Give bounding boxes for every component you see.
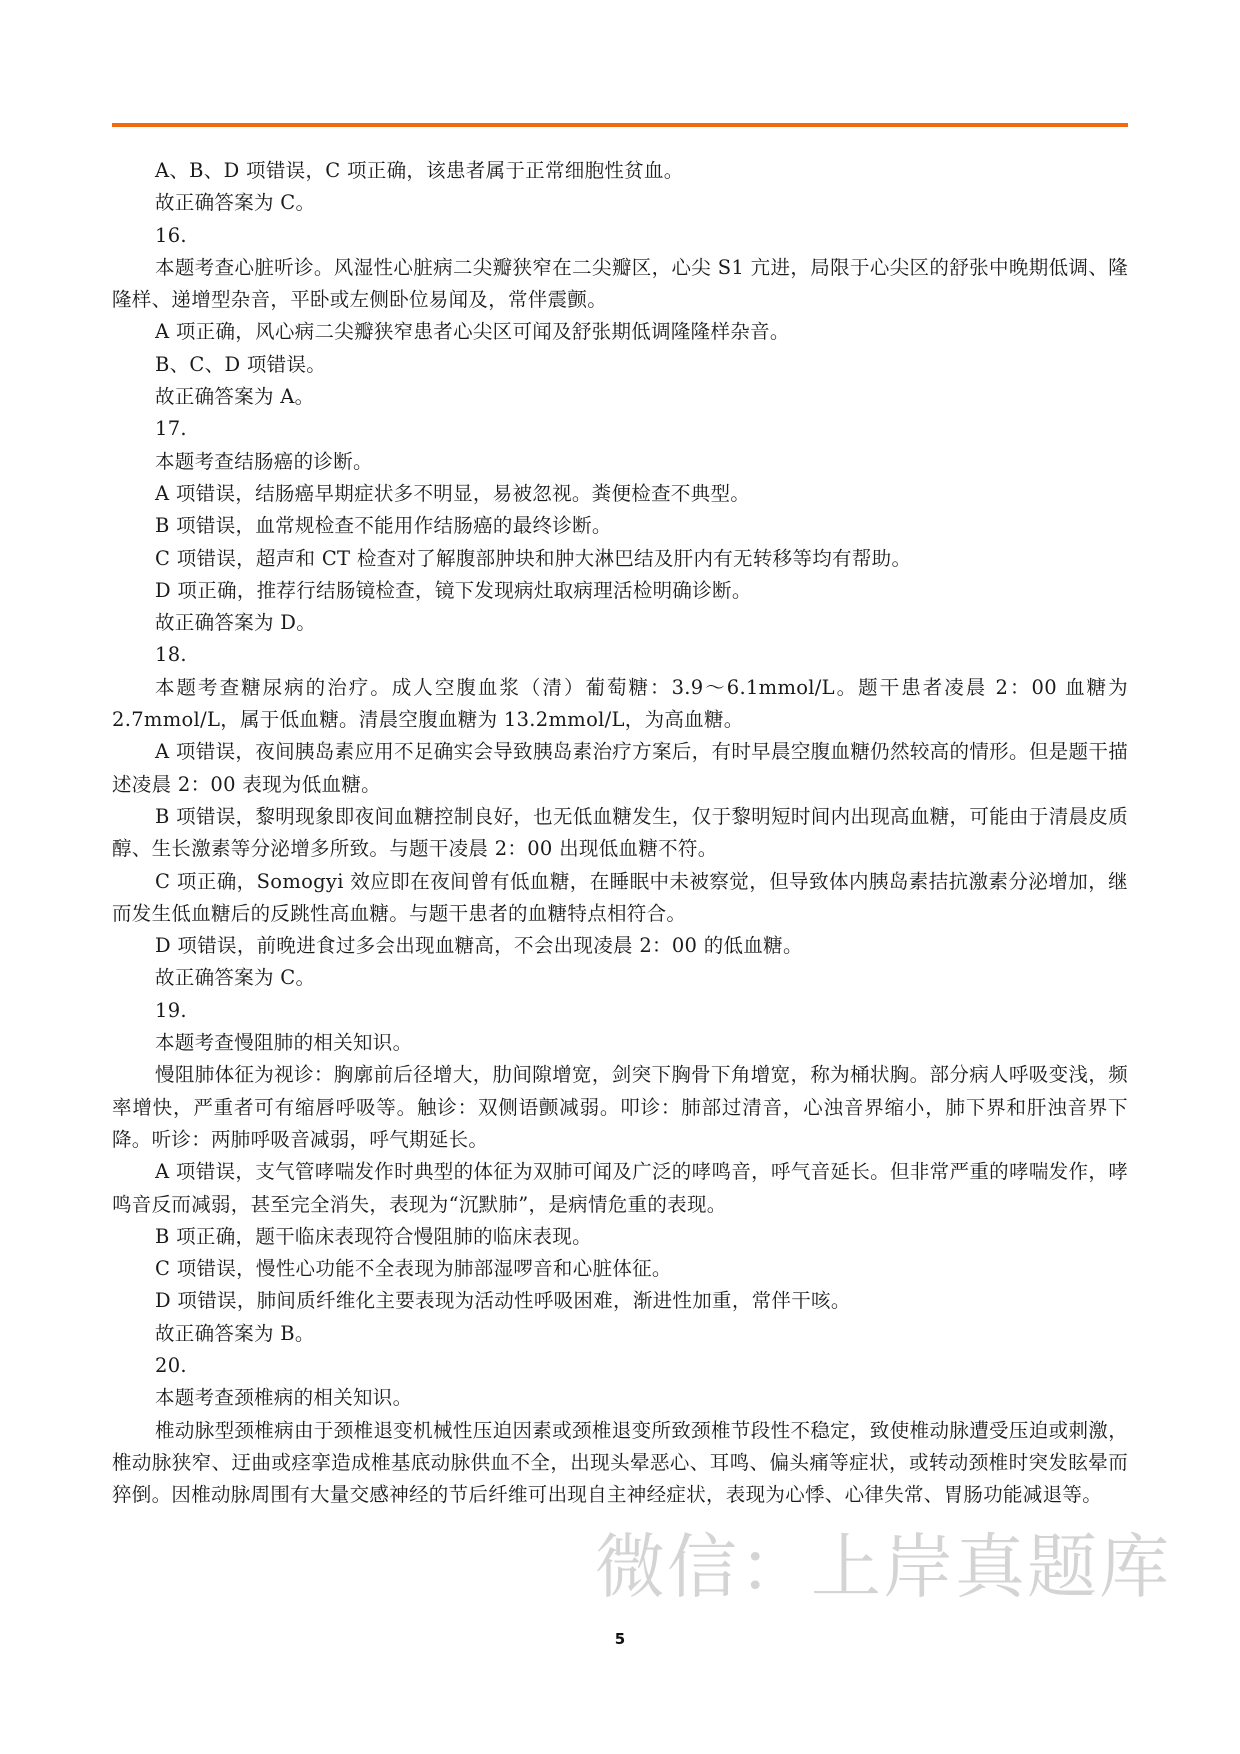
paragraph: A 项错误，夜间胰岛素应用不足确实会导致胰岛素治疗方案后，有时早晨空腹血糖仍然较高的情形。但是题干描述凌晨 2：00 表现为低血糖。: [112, 740, 1128, 796]
paragraph: B 项错误，黎明现象即夜间血糖控制良好，也无低血糖发生，仅于黎明短时间内出现高血糖，可能由于清晨皮质醇、生长激素等分泌增多所致。与题干凌晨 2：00 出现低血糖不符。: [112, 804, 1128, 861]
paragraph: 本题考查慢阻肺的相关知识。: [155, 1031, 413, 1055]
paragraph: C 项错误，超声和 CT 检查对了解腹部肿块和肿大淋巴结及肝内有无转移等均有帮助。: [155, 546, 912, 570]
watermark: 微信：上岸真题库: [595, 1526, 1171, 1608]
paragraph: C 项正确，Somogyi 效应即在夜间曾有低血糖，在睡眠中未被察觉，但导致体内胰岛素拮抗激素分泌增加，继而发生低血糖后的反跳性高血糖。与题干患者的血糖特点相符合。: [112, 869, 1128, 925]
page-number: 5: [614, 1630, 626, 1648]
paragraph: B、C、D 项错误。: [155, 352, 327, 376]
answer-line: 故正确答案为 B。: [155, 1321, 315, 1345]
question-number: 19.: [155, 998, 187, 1022]
paragraph: A、B、D 项错误，C 项正确，该患者属于正常细胞性贫血。: [155, 159, 684, 182]
paragraph: A 项错误，支气管哮喘发作时典型的体征为双肺可闻及广泛的哮鸣音，呼气音延长。但非常严重的哮喘发作，哮鸣音反而减弱，甚至完全消失，表现为“沉默肺”，是病情危重的表现。: [112, 1160, 1128, 1216]
question-number: 17.: [155, 417, 187, 441]
answer-line: 故正确答案为 C。: [155, 966, 316, 990]
paragraph: D 项错误，肺间质纤维化主要表现为活动性呼吸困难，渐进性加重，常伴干咳。: [155, 1289, 851, 1313]
paragraph: D 项正确，推荐行结肠镜检查，镜下发现病灶取病理活检明确诊断。: [155, 578, 752, 602]
paragraph: B 项正确，题干临床表现符合慢阻肺的临床表现。: [155, 1224, 592, 1248]
header-rule: [112, 123, 1128, 127]
paragraph: 慢阻肺体征为视诊：胸廓前后径增大，肋间隙增宽，剑突下胸骨下角增宽，称为桶状胸。部分病人呼吸变浅，频率增快，严重者可有缩唇呼吸等。触诊：双侧语颤减弱。叩诊：肺部过清音，心浊音界缩小，肺下界和肝浊音界下降。听诊：两肺呼吸音减弱，呼气期延长。: [112, 1063, 1128, 1151]
paragraph: D 项错误，前晚进食过多会出现血糖高，不会出现凌晨 2：00 的低血糖。: [155, 934, 803, 958]
paragraph: A 项错误，结肠癌早期症状多不明显，易被忽视。粪便检查不典型。: [155, 481, 751, 505]
answer-line: 故正确答案为 C。: [155, 191, 316, 215]
paragraph: A 项正确，风心病二尖瓣狭窄患者心尖区可闻及舒张期低调隆隆样杂音。: [155, 320, 790, 344]
answer-line: 故正确答案为 A。: [155, 385, 315, 409]
paragraph: B 项错误，血常规检查不能用作结肠癌的最终诊断。: [155, 514, 612, 538]
question-number: 16.: [155, 223, 187, 247]
paragraph: 本题考查糖尿病的治疗。成人空腹血浆（清）葡萄糖：3.9～6.1mmol/L。题干患者凌晨 2：00 血糖为 2.7mmol/L，属于低血糖。清晨空腹血糖为 13.2mmol/L，为高血糖。: [112, 675, 1128, 732]
paragraph: 本题考查颈椎病的相关知识。: [155, 1386, 413, 1410]
paragraph: 本题考查结肠癌的诊断。: [155, 449, 373, 473]
paragraph: 本题考查心脏听诊。风湿性心脏病二尖瓣狭窄在二尖瓣区，心尖 S1 亢进，局限于心尖区的舒张中晚期低调、隆隆样、递增型杂音，平卧或左侧卧位易闻及，常伴震颤。: [112, 255, 1128, 312]
answer-line: 故正确答案为 D。: [155, 611, 317, 635]
paragraph: 椎动脉型颈椎病由于颈椎退变机械性压迫因素或颈椎退变所致颈椎节段性不稳定，致使椎动脉遭受压迫或刺激，椎动脉狭窄、迂曲或痉挛造成椎基底动脉供血不全，出现头晕恶心、耳鸣、偏头痛等症状，或转动颈椎时突发眩晕而猝倒。因椎动脉周围有大量交感神经的节后纤维可出现自主神经症状，表现为心悸、心律失常、胃肠功能减退等。: [112, 1418, 1128, 1507]
paragraph: C 项错误，慢性心功能不全表现为肺部湿啰音和心脏体征。: [155, 1257, 672, 1281]
question-number: 20.: [155, 1353, 187, 1377]
question-number: 18.: [155, 643, 187, 667]
document-body: [112, 155, 1128, 1511]
